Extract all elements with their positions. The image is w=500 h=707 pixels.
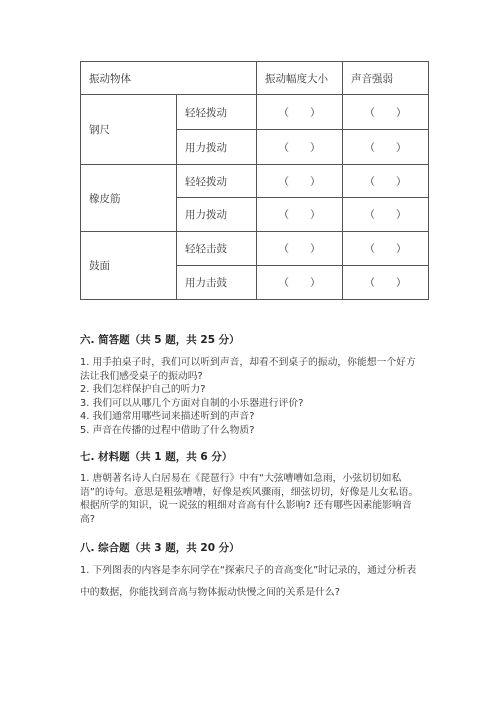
action-label: 轻轻拨动: [177, 95, 257, 130]
loudness-blank[interactable]: （ ）: [343, 95, 429, 130]
action-label: 用力击鼓: [177, 266, 257, 300]
loudness-blank[interactable]: （ ）: [343, 165, 429, 198]
section8-question: [80, 560, 424, 604]
loudness-blank[interactable]: （ ）: [343, 266, 429, 300]
question: 1. 唐朝著名诗人白居易在《琵琶行》中有“大弦嘈嘈如急雨，小弦切切如私语”的诗句。意思是粗弦嘈嘈，好像是疾风骤雨，细弦切切，好像是儿女私语。根据所学的知识，说一说弦的粗细对音高有什么影响? 还有哪些因素能影响音高?: [80, 473, 419, 525]
section8-title: 八. 综合题（共 3 题，共 20 分）: [80, 542, 240, 554]
object-rubber-band: 橡皮筋: [81, 165, 177, 232]
loudness-blank[interactable]: （ ）: [343, 130, 429, 165]
action-label: 轻轻拨动: [177, 165, 257, 198]
question: 2. 我们怎样保护自己的听力?: [80, 384, 206, 395]
amplitude-blank[interactable]: （ ）: [257, 95, 343, 130]
amplitude-blank[interactable]: （ ）: [257, 165, 343, 198]
section7-title: 七. 材料题（共 1 题，共 6 分）: [80, 451, 233, 463]
section6-questions: [80, 356, 424, 437]
observation-table: [80, 61, 429, 300]
header-amplitude: 振动幅度大小: [257, 62, 343, 95]
section7-question: [80, 472, 424, 526]
question: 3. 我们可以从哪几个方面对自制的小乐器进行评价?: [80, 397, 304, 409]
header-vibrating-object: 振动物体: [81, 62, 257, 95]
section6-title: 六. 简答题（共 5 题，共 25 分）: [80, 334, 240, 346]
object-drum: 鼓面: [81, 232, 177, 300]
header-loudness: 声音强弱: [343, 62, 429, 95]
object-ruler: 钢尺: [81, 95, 177, 165]
action-label: 用力拨动: [177, 198, 257, 232]
amplitude-blank[interactable]: （ ）: [257, 130, 343, 165]
loudness-blank[interactable]: （ ）: [343, 198, 429, 232]
question: 1. 用手拍桌子时，我们可以听到声音，却看不到桌子的振动，你能想一个好方法让我们感受桌子的振动吗?: [80, 357, 416, 382]
question: 4. 我们通常用哪些词来描述听到的声音?: [80, 411, 255, 422]
question: 5. 声音在传播的过程中借助了什么物质?: [80, 424, 255, 436]
question: 1. 下列图表的内容是李东同学在“探索尺子的音高变化”时记录的，通过分析表中的数据，你能找到音高与物体振动快慢之间的关系是什么?: [80, 565, 417, 598]
amplitude-blank[interactable]: （ ）: [257, 232, 343, 266]
action-label: 轻轻击鼓: [177, 232, 257, 266]
amplitude-blank[interactable]: （ ）: [257, 266, 343, 300]
amplitude-blank[interactable]: （ ）: [257, 198, 343, 232]
action-label: 用力拨动: [177, 130, 257, 165]
loudness-blank[interactable]: （ ）: [343, 232, 429, 266]
